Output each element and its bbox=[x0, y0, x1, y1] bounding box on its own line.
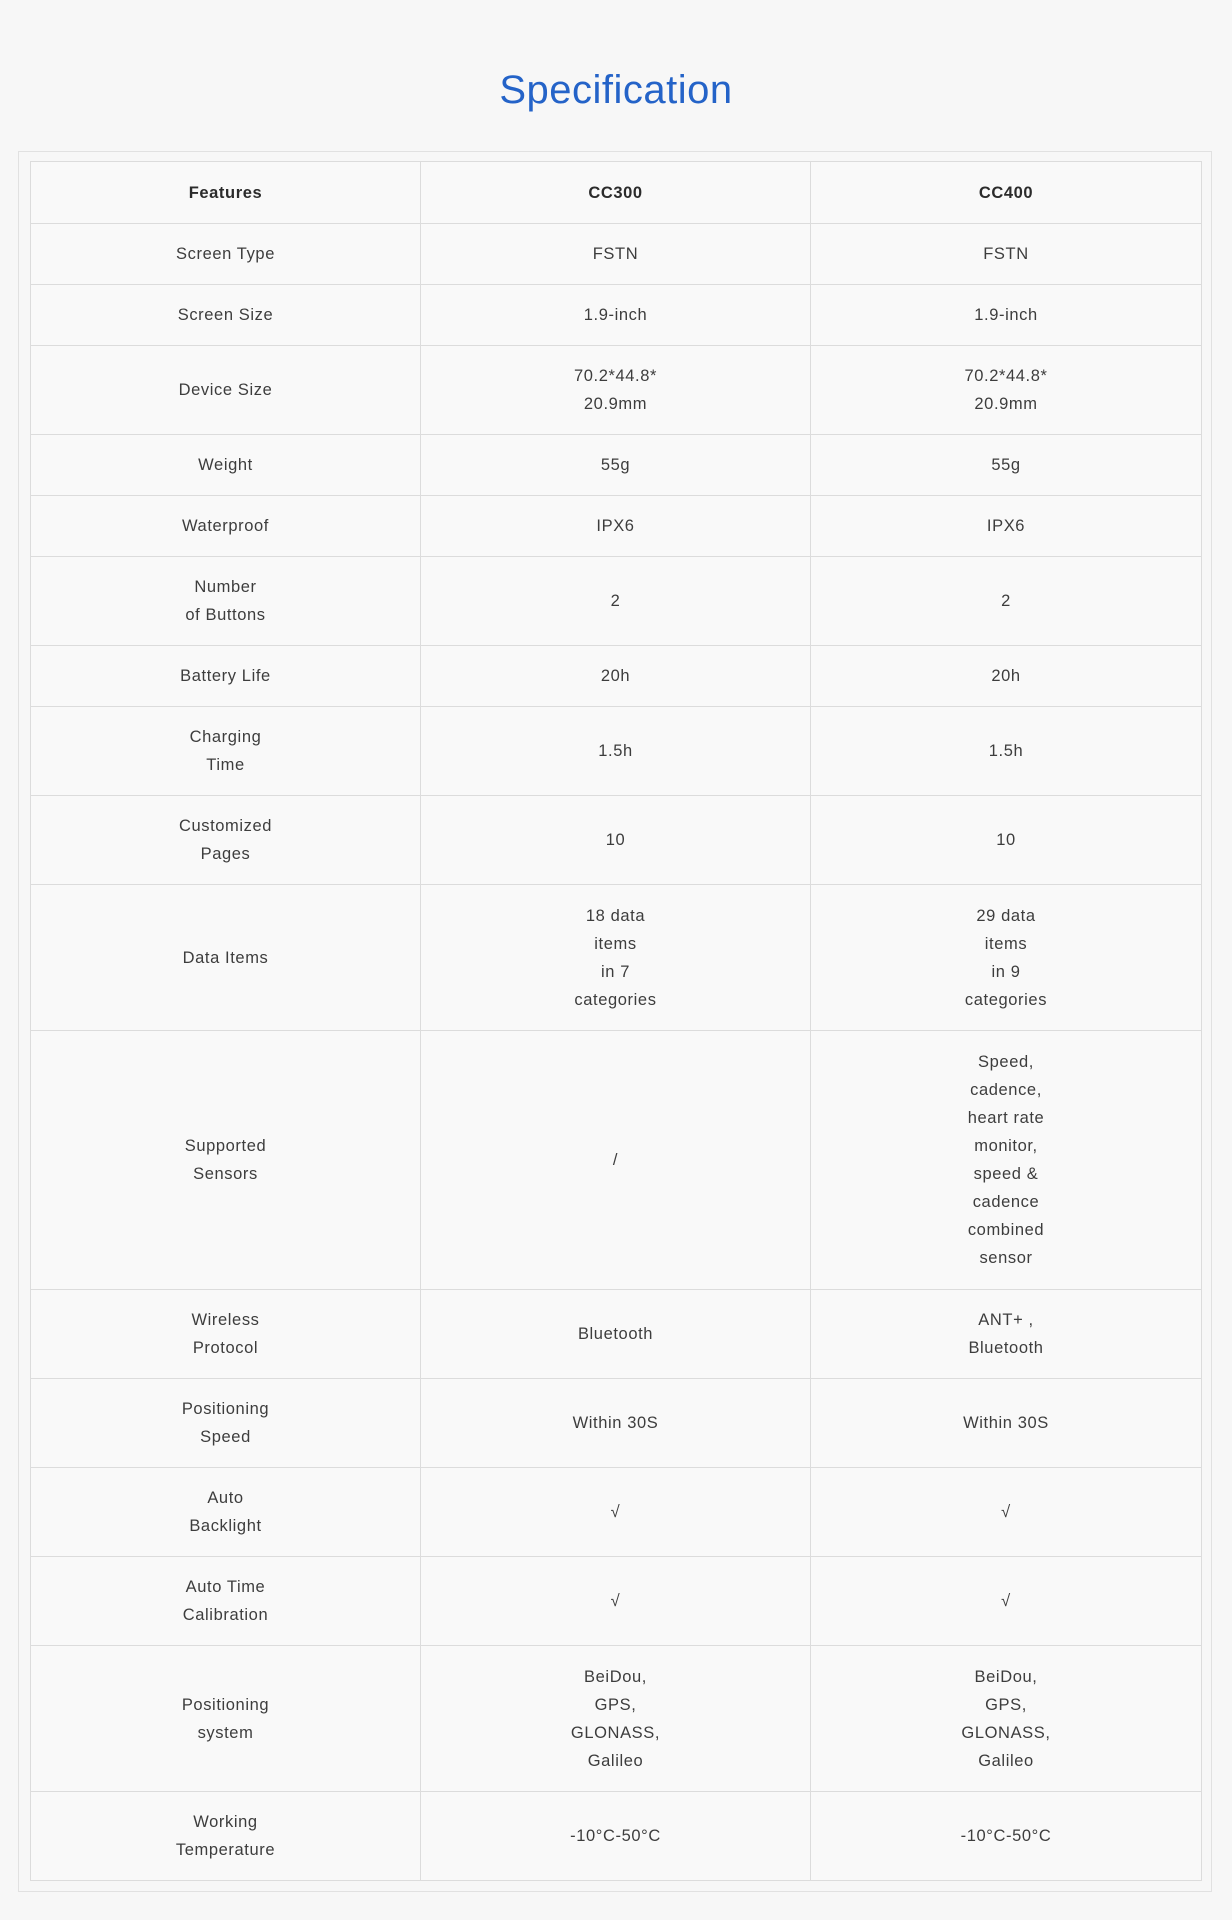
table-row bbox=[31, 1557, 1202, 1646]
table-row bbox=[31, 285, 1202, 346]
table-row bbox=[31, 1646, 1202, 1792]
table-row bbox=[31, 224, 1202, 285]
table-row bbox=[31, 557, 1202, 646]
table-row bbox=[31, 435, 1202, 496]
cc400-cell: 70.2*44.8* 20.9mm bbox=[811, 346, 1202, 435]
cc400-cell: ANT+ , Bluetooth bbox=[811, 1290, 1202, 1379]
feature-cell: Screen Type bbox=[31, 224, 421, 285]
cc400-cell: Within 30S bbox=[811, 1379, 1202, 1468]
cc300-cell: 18 data items in 7 categories bbox=[421, 885, 811, 1031]
feature-cell: Auto Backlight bbox=[31, 1468, 421, 1557]
cc400-cell: √ bbox=[811, 1468, 1202, 1557]
cc400-cell: 1.9-inch bbox=[811, 285, 1202, 346]
spec-table bbox=[30, 161, 1202, 1881]
cc300-cell: 1.9-inch bbox=[421, 285, 811, 346]
table-row bbox=[31, 1468, 1202, 1557]
feature-cell: Battery Life bbox=[31, 646, 421, 707]
cc300-cell: 55g bbox=[421, 435, 811, 496]
cc400-cell: -10°C-50°C bbox=[811, 1792, 1202, 1881]
feature-cell: Weight bbox=[31, 435, 421, 496]
cc400-cell: 29 data items in 9 categories bbox=[811, 885, 1202, 1031]
header-features: Features bbox=[31, 162, 421, 224]
feature-cell: Charging Time bbox=[31, 707, 421, 796]
table-header-row bbox=[31, 162, 1202, 224]
cc400-cell: 55g bbox=[811, 435, 1202, 496]
feature-cell: Number of Buttons bbox=[31, 557, 421, 646]
header-cc300: CC300 bbox=[421, 162, 811, 224]
feature-cell: Customized Pages bbox=[31, 796, 421, 885]
table-row bbox=[31, 796, 1202, 885]
table-row bbox=[31, 646, 1202, 707]
table-row bbox=[31, 1290, 1202, 1379]
cc400-cell: √ bbox=[811, 1557, 1202, 1646]
cc300-cell: Within 30S bbox=[421, 1379, 811, 1468]
cc400-cell: Speed, cadence, heart rate monitor, speed & cadence combined sensor bbox=[811, 1031, 1202, 1290]
table-row bbox=[31, 1792, 1202, 1881]
cc300-cell: BeiDou, GPS, GLONASS, Galileo bbox=[421, 1646, 811, 1792]
feature-cell: Data Items bbox=[31, 885, 421, 1031]
cc400-cell: 2 bbox=[811, 557, 1202, 646]
cc300-cell: / bbox=[421, 1031, 811, 1290]
page-title: Specification bbox=[499, 68, 733, 112]
cc300-cell: -10°C-50°C bbox=[421, 1792, 811, 1881]
cc300-cell: √ bbox=[421, 1468, 811, 1557]
feature-cell: Device Size bbox=[31, 346, 421, 435]
cc300-cell: 2 bbox=[421, 557, 811, 646]
feature-cell: Positioning system bbox=[31, 1646, 421, 1792]
cc400-cell: FSTN bbox=[811, 224, 1202, 285]
cc400-cell: 1.5h bbox=[811, 707, 1202, 796]
header-cc400: CC400 bbox=[811, 162, 1202, 224]
table-row bbox=[31, 1379, 1202, 1468]
table-row bbox=[31, 346, 1202, 435]
cc300-cell: 1.5h bbox=[421, 707, 811, 796]
feature-cell: Auto Time Calibration bbox=[31, 1557, 421, 1646]
cc300-cell: FSTN bbox=[421, 224, 811, 285]
feature-cell: Positioning Speed bbox=[31, 1379, 421, 1468]
feature-cell: Screen Size bbox=[31, 285, 421, 346]
cc300-cell: 70.2*44.8* 20.9mm bbox=[421, 346, 811, 435]
cc300-cell: 10 bbox=[421, 796, 811, 885]
table-row bbox=[31, 496, 1202, 557]
cc300-cell: 20h bbox=[421, 646, 811, 707]
feature-cell: Wireless Protocol bbox=[31, 1290, 421, 1379]
feature-cell: Waterproof bbox=[31, 496, 421, 557]
table-row bbox=[31, 707, 1202, 796]
cc300-cell: Bluetooth bbox=[421, 1290, 811, 1379]
cc400-cell: BeiDou, GPS, GLONASS, Galileo bbox=[811, 1646, 1202, 1792]
cc300-cell: √ bbox=[421, 1557, 811, 1646]
feature-cell: Working Temperature bbox=[31, 1792, 421, 1881]
table-row bbox=[31, 885, 1202, 1031]
cc400-cell: 20h bbox=[811, 646, 1202, 707]
feature-cell: Supported Sensors bbox=[31, 1031, 421, 1290]
cc400-cell: IPX6 bbox=[811, 496, 1202, 557]
cc300-cell: IPX6 bbox=[421, 496, 811, 557]
cc400-cell: 10 bbox=[811, 796, 1202, 885]
table-row bbox=[31, 1031, 1202, 1290]
